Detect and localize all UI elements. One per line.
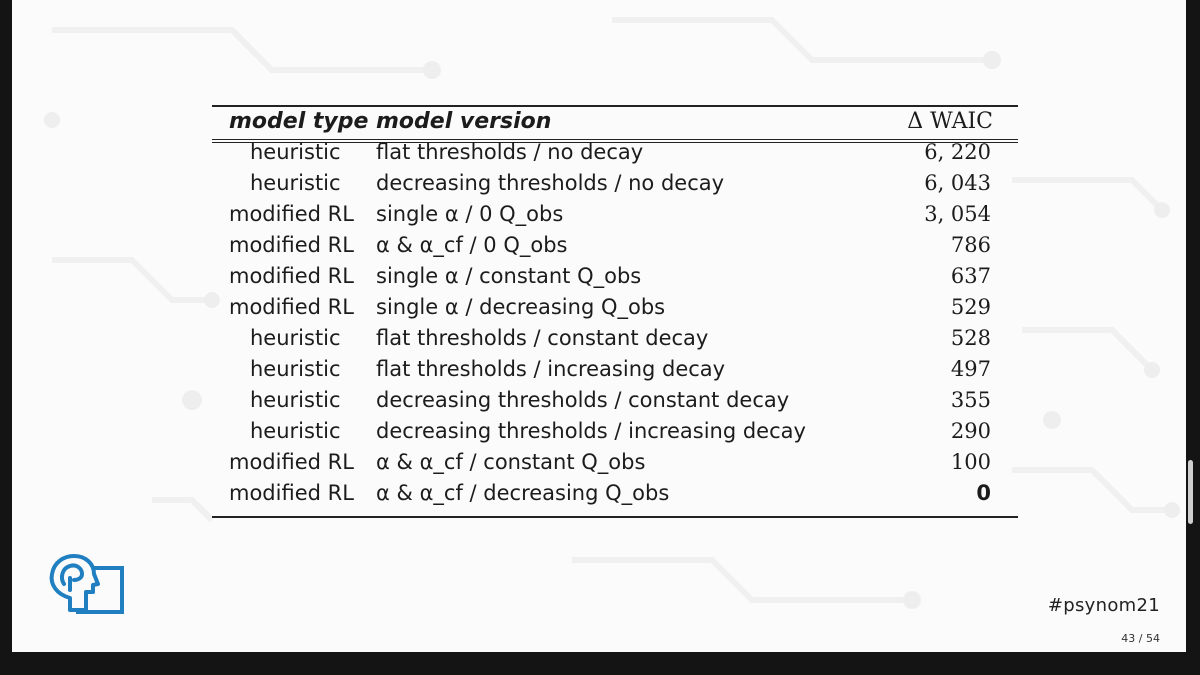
cell-model-type: modified RL xyxy=(229,294,354,319)
table-row xyxy=(202,353,1005,384)
cell-delta-waic: 290 xyxy=(950,418,991,443)
cell-model-version: decreasing thresholds / constant decay xyxy=(376,387,790,412)
cell-model-version: single α / 0 Q_obs xyxy=(376,201,564,226)
cell-delta-waic-best: 0 xyxy=(976,480,991,505)
cell-delta-waic: 637 xyxy=(950,263,991,288)
table-header-row xyxy=(202,106,1005,136)
head-profile-icon xyxy=(46,554,126,618)
cell-model-type: modified RL xyxy=(229,480,354,505)
cell-model-type: modified RL xyxy=(229,263,354,288)
cell-delta-waic: 529 xyxy=(950,294,991,319)
cell-model-type: modified RL xyxy=(229,201,354,226)
page-number: 43 / 54 xyxy=(1121,632,1160,645)
table-row xyxy=(202,198,1005,229)
cell-model-version: single α / decreasing Q_obs xyxy=(376,294,666,319)
cell-model-type: modified RL xyxy=(229,449,354,474)
scrollbar[interactable] xyxy=(1188,460,1193,524)
table-row xyxy=(202,322,1005,353)
cell-model-type: heuristic xyxy=(250,325,341,350)
header-delta-waic: Δ WAIC xyxy=(907,108,993,134)
table-bottom-rule xyxy=(212,516,1018,518)
cell-model-version: α & α_cf / decreasing Q_obs xyxy=(376,480,670,505)
table-row xyxy=(202,260,1005,291)
cell-delta-waic: 355 xyxy=(950,387,991,412)
cell-model-version: α & α_cf / 0 Q_obs xyxy=(376,232,568,257)
cell-model-version: flat thresholds / increasing decay xyxy=(376,356,726,381)
cell-delta-waic: 6, 220 xyxy=(924,139,991,164)
cell-delta-waic: 3, 054 xyxy=(924,201,991,226)
table-row xyxy=(202,446,1005,477)
cell-delta-waic: 6, 043 xyxy=(924,170,991,195)
cell-model-type: heuristic xyxy=(250,139,341,164)
table-row xyxy=(202,415,1005,446)
cell-model-type: heuristic xyxy=(250,356,341,381)
cell-model-version: decreasing thresholds / no decay xyxy=(376,170,725,195)
cell-model-type: heuristic xyxy=(250,418,341,443)
cell-delta-waic: 100 xyxy=(950,449,991,474)
event-hashtag: #psynom21 xyxy=(1047,595,1160,616)
table-row xyxy=(202,291,1005,322)
cell-model-version: flat thresholds / constant decay xyxy=(376,325,709,350)
cell-model-version: α & α_cf / constant Q_obs xyxy=(376,449,646,474)
table-row xyxy=(202,384,1005,415)
waic-table xyxy=(202,106,1005,508)
table-row xyxy=(202,136,1005,167)
cell-model-type: modified RL xyxy=(229,232,354,257)
cell-delta-waic: 786 xyxy=(950,232,991,257)
table-row xyxy=(202,167,1005,198)
cell-delta-waic: 528 xyxy=(950,325,991,350)
cell-model-version: flat thresholds / no decay xyxy=(376,139,644,164)
header-model-type: model type xyxy=(229,108,369,134)
cell-model-version: single α / constant Q_obs xyxy=(376,263,642,288)
cell-model-type: heuristic xyxy=(250,170,341,195)
header-model-version: model version xyxy=(376,108,552,134)
cell-model-type: heuristic xyxy=(250,387,341,412)
table-row xyxy=(202,477,1005,508)
table-row xyxy=(202,229,1005,260)
cell-model-version: decreasing thresholds / increasing decay xyxy=(376,418,806,443)
cell-delta-waic: 497 xyxy=(950,356,991,381)
slide xyxy=(12,0,1186,652)
